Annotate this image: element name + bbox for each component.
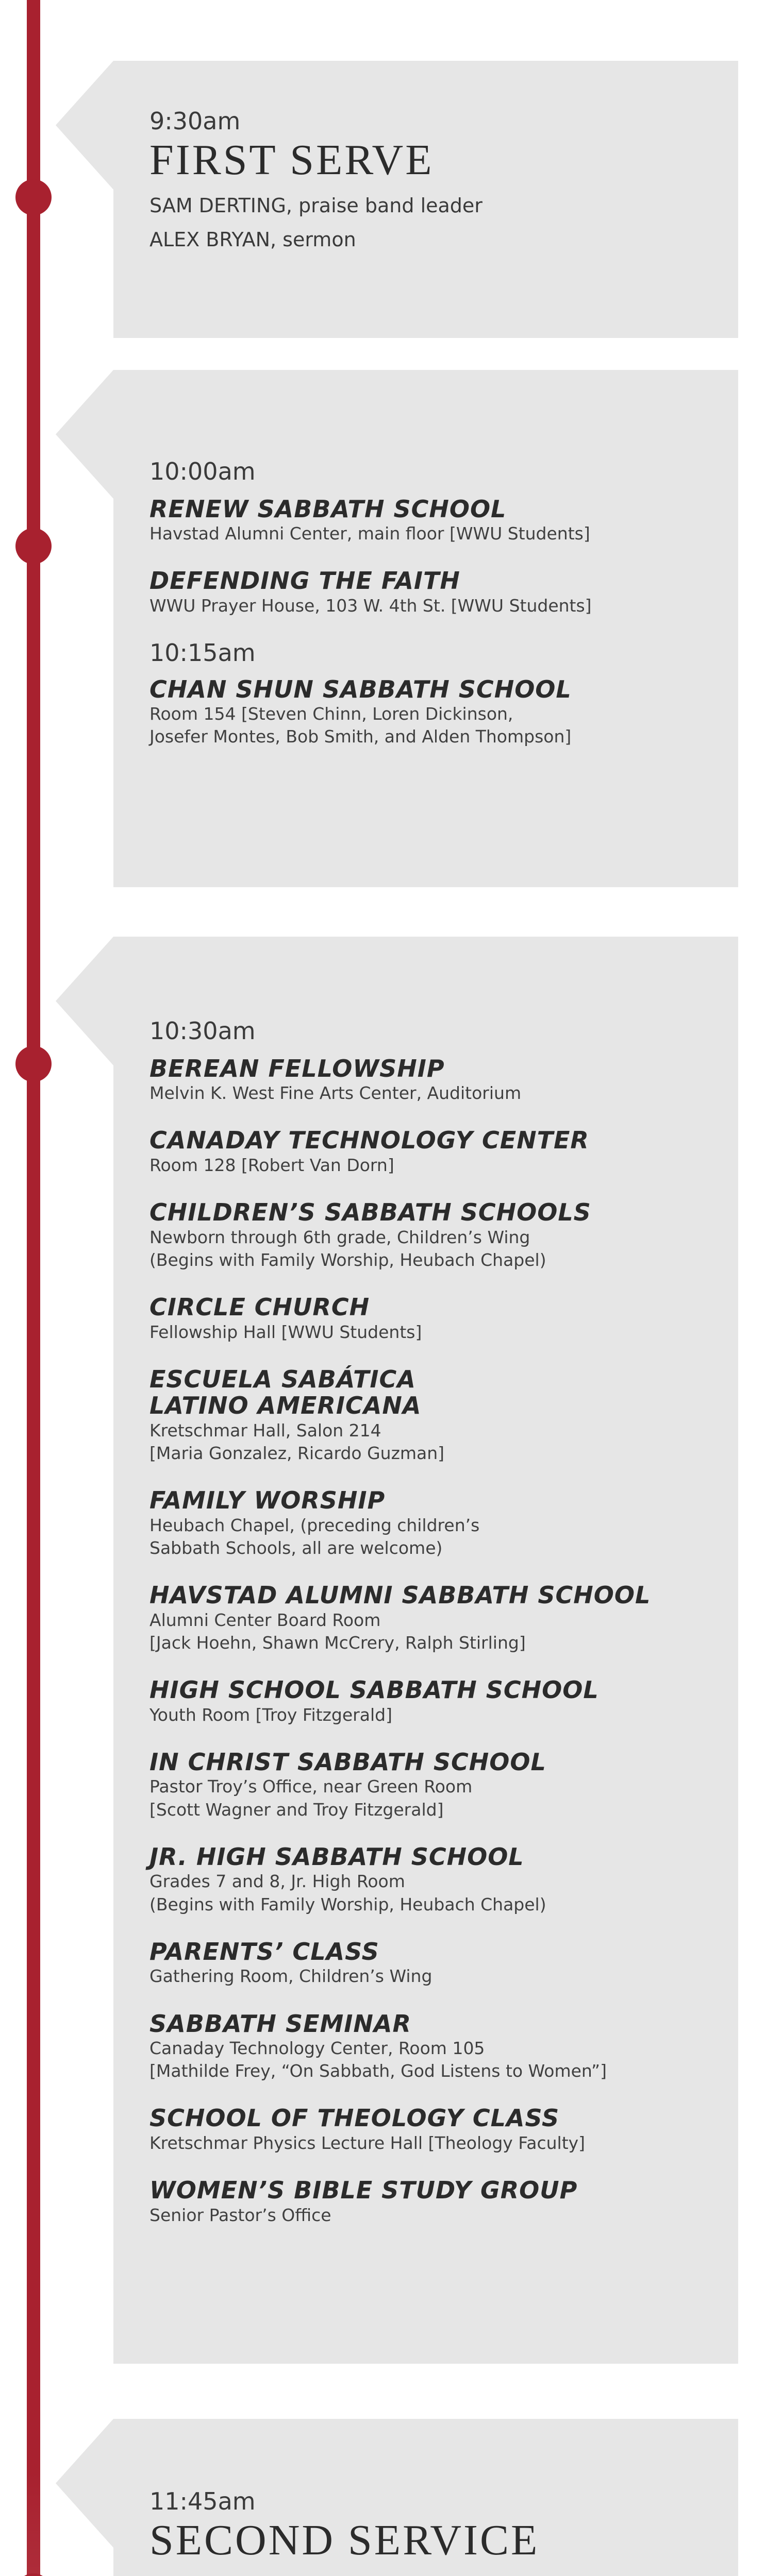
list-item	[149, 1844, 738, 1916]
list-item	[149, 1366, 738, 1465]
first-serve-panel	[113, 61, 738, 338]
list-item	[149, 1939, 738, 1988]
item-name: WOMEN’S BIBLE STUDY GROUP	[149, 2176, 578, 2205]
item-name: IN CHRIST SABBATH SCHOOL	[149, 1748, 546, 1776]
item-detail: Newborn through 6th grade, Children’s Wing (Begins with Family Worship, Heubach Chapel)	[149, 1227, 546, 1270]
item-detail: Heubach Chapel, (preceding children’s Sabbath Schools, all are welcome)	[149, 1515, 480, 1558]
item-detail: Melvin K. West Fine Arts Center, Auditorium	[149, 1083, 522, 1104]
list-item	[149, 568, 738, 617]
timeline-marker-second-service	[15, 2573, 52, 2576]
list-item	[149, 2105, 738, 2155]
sabbath-school-1030-panel	[113, 937, 738, 2364]
item-detail: Pastor Troy’s Office, near Green Room [Scott Wagner and Troy Fitzgerald]	[149, 1776, 473, 1820]
first-serve-leader: SAM DERTING, praise band leader	[149, 194, 482, 217]
list-item	[149, 2177, 738, 2227]
item-detail: Senior Pastor’s Office	[149, 2205, 331, 2225]
item-name: JR. HIGH SABBATH SCHOOL	[149, 1842, 524, 1871]
first-serve-sermon: ALEX BRYAN, sermon	[149, 228, 356, 251]
first-serve-title: FIRST SERVE	[149, 135, 434, 184]
list-item	[149, 676, 738, 749]
list-item	[149, 2011, 738, 2083]
second-service-panel	[113, 2419, 738, 2576]
timeline-marker-first-serve	[15, 179, 52, 215]
item-name: FAMILY WORSHIP	[149, 1486, 386, 1515]
item-detail: WWU Prayer House, 103 W. 4th St. [WWU Students]	[149, 595, 592, 616]
timeline-marker-1030	[15, 1046, 52, 1082]
list-item	[149, 1056, 738, 1105]
first-serve-time: 9:30am	[149, 107, 241, 135]
second-service-title: SECOND SERVICE	[149, 2516, 540, 2564]
sabbath-school-1000-panel	[113, 370, 738, 887]
item-detail: Kretschmar Physics Lecture Hall [Theology Faculty]	[149, 2132, 586, 2153]
list-item	[149, 1294, 738, 1344]
item-name: ESCUELA SABÁTICA LATINO AMERICANA	[149, 1365, 422, 1420]
item-name: CHILDREN’S SABBATH SCHOOLS	[149, 1198, 591, 1227]
item-detail: Youth Room [Troy Fitzgerald]	[149, 1704, 392, 1725]
item-name: CANADAY TECHNOLOGY CENTER	[149, 1126, 589, 1155]
list-item	[149, 1677, 738, 1726]
item-detail: Fellowship Hall [WWU Students]	[149, 1321, 422, 1342]
item-detail: Gathering Room, Children’s Wing	[149, 1966, 432, 1987]
timeline-bar	[27, 0, 40, 2576]
timeline-marker-1000	[15, 528, 52, 564]
item-name: CHAN SHUN SABBATH SCHOOL	[149, 675, 572, 703]
list-item	[149, 1127, 738, 1177]
item-name: PARENTS’ CLASS	[149, 1937, 379, 1965]
item-detail: Kretschmar Hall, Salon 214 [Maria Gonzalez, Ricardo Guzman]	[149, 1420, 445, 1463]
item-detail: Room 154 [Steven Chinn, Loren Dickinson, Josefer Montes, Bob Smith, and Alden Thompson]	[149, 704, 572, 747]
time-1030: 10:30am	[149, 1017, 256, 1045]
list-item	[149, 1749, 738, 1821]
item-name: CIRCLE CHURCH	[149, 1293, 370, 1321]
list-item	[149, 496, 738, 546]
item-name: SABBATH SEMINAR	[149, 2009, 411, 2038]
time-1015: 10:15am	[149, 639, 256, 667]
item-detail: Havstad Alumni Center, main floor [WWU Students]	[149, 523, 590, 544]
item-name: DEFENDING THE FAITH	[149, 567, 460, 595]
list-item	[149, 1199, 738, 1272]
item-name: RENEW SABBATH SCHOOL	[149, 495, 507, 523]
item-detail: Alumni Center Board Room [Jack Hoehn, Shawn McCrery, Ralph Stirling]	[149, 1609, 526, 1653]
item-name: BEREAN FELLOWSHIP	[149, 1054, 445, 1082]
second-service-time: 11:45am	[149, 2487, 256, 2515]
item-detail: Grades 7 and 8, Jr. High Room (Begins with Family Worship, Heubach Chapel)	[149, 1871, 546, 1914]
list-item	[149, 1582, 738, 1654]
item-name: HIGH SCHOOL SABBATH SCHOOL	[149, 1676, 599, 1704]
item-name: HAVSTAD ALUMNI SABBATH SCHOOL	[149, 1581, 651, 1609]
time-1000: 10:00am	[149, 457, 256, 485]
item-name: SCHOOL OF THEOLOGY CLASS	[149, 2104, 560, 2132]
item-detail: Room 128 [Robert Van Dorn]	[149, 1155, 394, 1175]
list-item	[149, 1487, 738, 1560]
item-detail: Canaday Technology Center, Room 105 [Mathilde Frey, “On Sabbath, God Listens to Women”]	[149, 2038, 607, 2081]
